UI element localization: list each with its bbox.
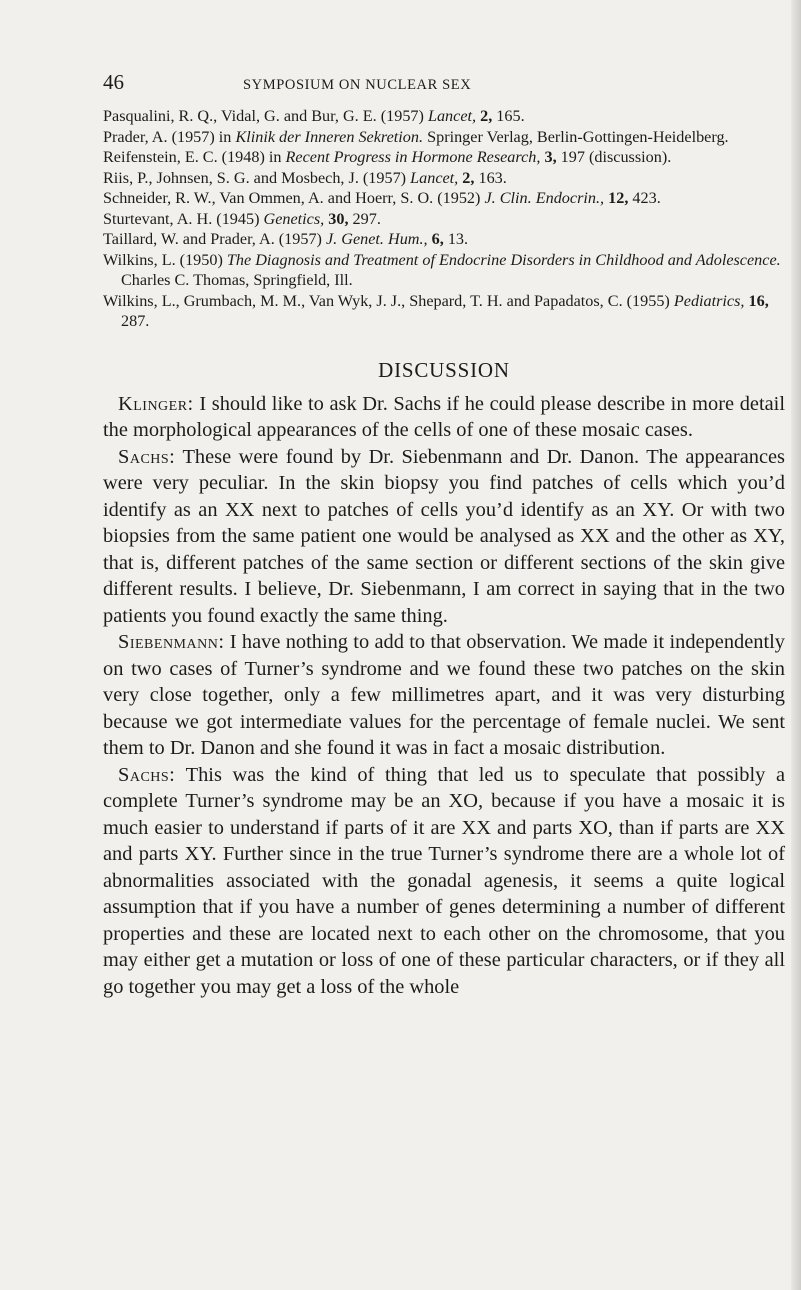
discussion-paragraph (103, 444, 785, 630)
reference-italic: The Diagnosis and Treatment of Endocrine Disorders in Childhood and Adolescence. (226, 250, 781, 269)
reference-italic: Lancet, (427, 107, 477, 125)
reference-bold: 12, (608, 189, 629, 207)
reference-post: 163. (474, 168, 507, 187)
reference-bold: 16, (748, 291, 769, 310)
speaker-name: Sachs: (118, 763, 176, 786)
speaker-name: Sachs: (118, 445, 176, 468)
reference-pre: Prader, A. (1957) in (103, 127, 236, 146)
reference-post: 197 (discussion). (556, 148, 672, 166)
reference-entry (103, 188, 785, 209)
discussion-paragraph (103, 629, 785, 762)
speaker-name: Siebenmann: (118, 631, 225, 653)
reference-post: 297. (348, 209, 381, 228)
reference-italic: J. Genet. Hum., (326, 230, 428, 248)
reference-post: Charles C. Thomas, Springfield, Ill. (121, 271, 353, 289)
reference-italic: J. Clin. Endocrin., (484, 189, 605, 207)
discussion-paragraph (103, 391, 785, 444)
discussion-paragraph (103, 762, 785, 1001)
reference-bold: 2, (480, 107, 493, 125)
reference-bold: 2, (462, 168, 475, 187)
reference-post: 423. (628, 189, 661, 207)
reference-entry (103, 291, 785, 332)
reference-italic: Lancet, (410, 168, 459, 187)
reference-pre: Riis, P., Johnsen, S. G. and Mosbech, J. (1957) (103, 168, 411, 187)
reference-pre: Wilkins, L., Grumbach, M. M., Van Wyk, J. J., Shepard, T. H. and Papadatos, C. (1955) (103, 291, 674, 310)
reference-pre: Pasqualini, R. Q., Vidal, G. and Bur, G. E. (1957) (103, 107, 428, 125)
reference-post: 165. (492, 107, 525, 125)
page-edge (791, 0, 801, 1290)
reference-post: 287. (121, 312, 150, 330)
page-header (103, 70, 785, 104)
speech-text: This was the kind of thing that led us to speculate that possibly a complete Turner’s syndrome may be an XO, because if you have a mosaic it is much easier to understand if parts of it are XX and parts XO, than if parts are XX and parts XY. Further since in the true Turner’s syndrome there are a whole lot of abnormalities associated with the gonadal agenesis, it seems a quite logical assumption that if you have a number of genes determining a number of different properties and these are located next to each other on the chromosome, that you may either get a mutation or loss of one of these particular characters, or if they all go together you may get a loss of the whole (103, 763, 785, 998)
reference-bold: 3, (544, 148, 557, 166)
reference-bold: 6, (431, 230, 444, 248)
reference-pre: Schneider, R. W., Van Ommen, A. and Hoerr, S. O. (1952) (103, 189, 485, 207)
reference-bold: 30, (328, 209, 349, 228)
reference-entry (103, 209, 785, 230)
reference-post: 13. (443, 230, 469, 248)
reference-italic: Recent Progress in Hormone Research, (285, 148, 541, 166)
reference-list (103, 106, 785, 332)
reference-entry (103, 168, 785, 189)
book-page (103, 70, 785, 1000)
speech-text: I should like to ask Dr. Sachs if he could please describe in more detail the morphological appearances of the cells of one of these mosaic cases. (103, 392, 785, 441)
reference-entry (103, 147, 785, 168)
reference-pre: Wilkins, L. (1950) (103, 250, 227, 269)
reference-pre: Sturtevant, A. H. (1945) (103, 209, 264, 228)
reference-pre: Taillard, W. and Prader, A. (1957) (103, 230, 326, 248)
reference-entry (103, 250, 785, 291)
reference-italic: Pediatrics, (673, 291, 745, 310)
page-number: 46 (103, 70, 124, 94)
speech-text: These were found by Dr. Siebenmann and Dr. Danon. The appearances were very peculiar. In the skin biopsy you find patches of cells which you’d identify as an XX next to patches of cells you’d identify as an XY. Or with two biopsies from the same patient one would be analysed as XX and the other as XY, that is, different patches of the same section or different sections of the skin give different results. I believe, Dr. Siebenmann, I am correct in saying that in the two patients you found exactly the same thing. (103, 445, 785, 627)
discussion-heading: DISCUSSION (378, 357, 510, 382)
reference-pre: Reifenstein, E. C. (1948) in (103, 148, 286, 166)
discussion-body (103, 391, 785, 1001)
reference-italic: Genetics, (263, 209, 325, 228)
reference-entry (103, 106, 785, 127)
speaker-name: Klinger: (118, 392, 194, 415)
running-title: SYMPOSIUM ON NUCLEAR SEX (243, 77, 472, 93)
reference-post: Springer Verlag, Berlin-Gottingen-Heidelberg. (423, 127, 729, 146)
reference-italic: Klinik der Inneren Sekretion. (235, 127, 424, 146)
reference-entry (103, 127, 785, 148)
reference-entry (103, 229, 785, 250)
speech-text: I have nothing to add to that observation. We made it independently on two cases of Turner’s syndrome and we found these two patches on the skin very close together, only a few millimetres apart, and it was very disturbing because we got intermediate values for the percentage of female nuclei. We sent them to Dr. Danon and she found it was in fact a mosaic distribution. (103, 631, 785, 759)
